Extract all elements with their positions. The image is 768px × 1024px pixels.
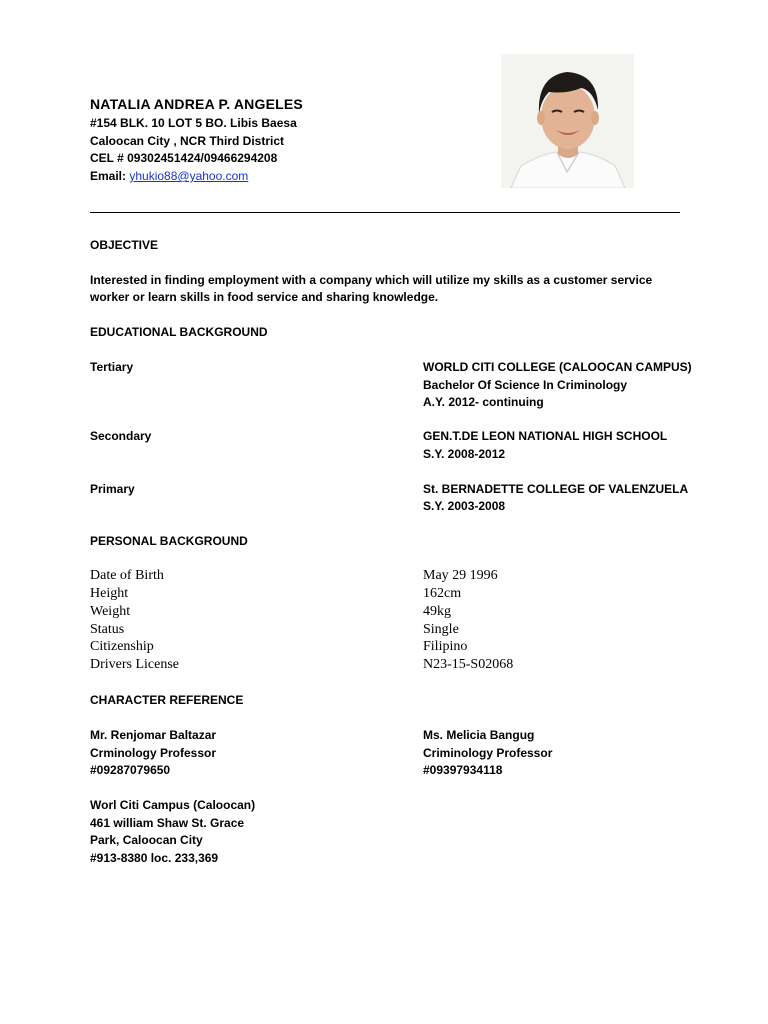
header-divider: [90, 212, 680, 213]
email-link[interactable]: yhukio88@yahoo.com: [129, 169, 249, 183]
reference-institution-address-2: Park, Caloocan City: [90, 833, 203, 847]
phone-numbers: CEL # 09302451424/09466294208: [90, 151, 278, 165]
personal-label: Status: [90, 622, 125, 637]
objective-line-2: worker or learn skills in food service and sharing knowledge.: [90, 290, 439, 304]
personal-label: Drivers License: [90, 657, 180, 672]
objective-heading: OBJECTIVE: [90, 238, 159, 252]
personal-label: Citizenship: [90, 639, 154, 654]
education-level-secondary: Secondary: [90, 429, 152, 443]
education-heading: EDUCATIONAL BACKGROUND: [90, 325, 268, 339]
education-secondary-school: GEN.T.DE LEON NATIONAL HIGH SCHOOL: [423, 429, 668, 443]
reference-institution-address-1: 461 william Shaw St. Grace: [90, 816, 245, 830]
education-primary-school: St. BERNADETTE COLLEGE OF VALENZUELA: [423, 482, 689, 496]
personal-value: Single: [423, 622, 459, 637]
reference-phone: #09397934118: [423, 763, 503, 777]
email-row: [90, 168, 248, 186]
education-tertiary-course: Bachelor Of Science In Criminology: [423, 378, 628, 392]
reference-phone: #09287079650: [90, 763, 171, 777]
education-secondary-year: S.Y. 2008-2012: [423, 447, 506, 461]
education-level-primary: Primary: [90, 482, 135, 496]
personal-value: N23-15-S02068: [423, 657, 514, 672]
education-primary-year: S.Y. 2003-2008: [423, 499, 506, 513]
education-tertiary-school: WORLD CITI COLLEGE (CALOOCAN CAMPUS): [423, 360, 692, 374]
personal-value: Filipino: [423, 639, 468, 654]
personal-label: Height: [90, 586, 129, 601]
applicant-photo: [501, 54, 634, 188]
address-line-1: #154 BLK. 10 LOT 5 BO. Libis Baesa: [90, 116, 297, 130]
education-tertiary-year: A.Y. 2012- continuing: [423, 395, 544, 409]
reference-title: Crminology Professor: [90, 746, 217, 760]
education-level-tertiary: Tertiary: [90, 360, 134, 374]
reference-name: Ms. Melicia Bangug: [423, 728, 535, 742]
personal-label: Weight: [90, 604, 131, 619]
personal-value: May 29 1996: [423, 568, 498, 583]
reference-title: Criminology Professor: [423, 746, 553, 760]
applicant-name: NATALIA ANDREA P. ANGELES: [90, 96, 303, 112]
reference-name: Mr. Renjomar Baltazar: [90, 728, 217, 742]
personal-heading: PERSONAL BACKGROUND: [90, 534, 248, 548]
personal-value: 162cm: [423, 586, 462, 601]
reference-institution-name: Worl Citi Campus (Caloocan): [90, 798, 256, 812]
personal-label: Date of Birth: [90, 568, 164, 583]
references-heading: CHARACTER REFERENCE: [90, 693, 244, 707]
reference-institution-phone: #913-8380 loc. 233,369: [90, 851, 219, 865]
personal-value: 49kg: [423, 604, 451, 619]
address-line-2: Caloocan City , NCR Third District: [90, 134, 285, 148]
objective-line-1: Interested in finding employment with a company which will utilize my skills as a customer service: [90, 273, 653, 287]
email-label: Email:: [90, 169, 127, 183]
